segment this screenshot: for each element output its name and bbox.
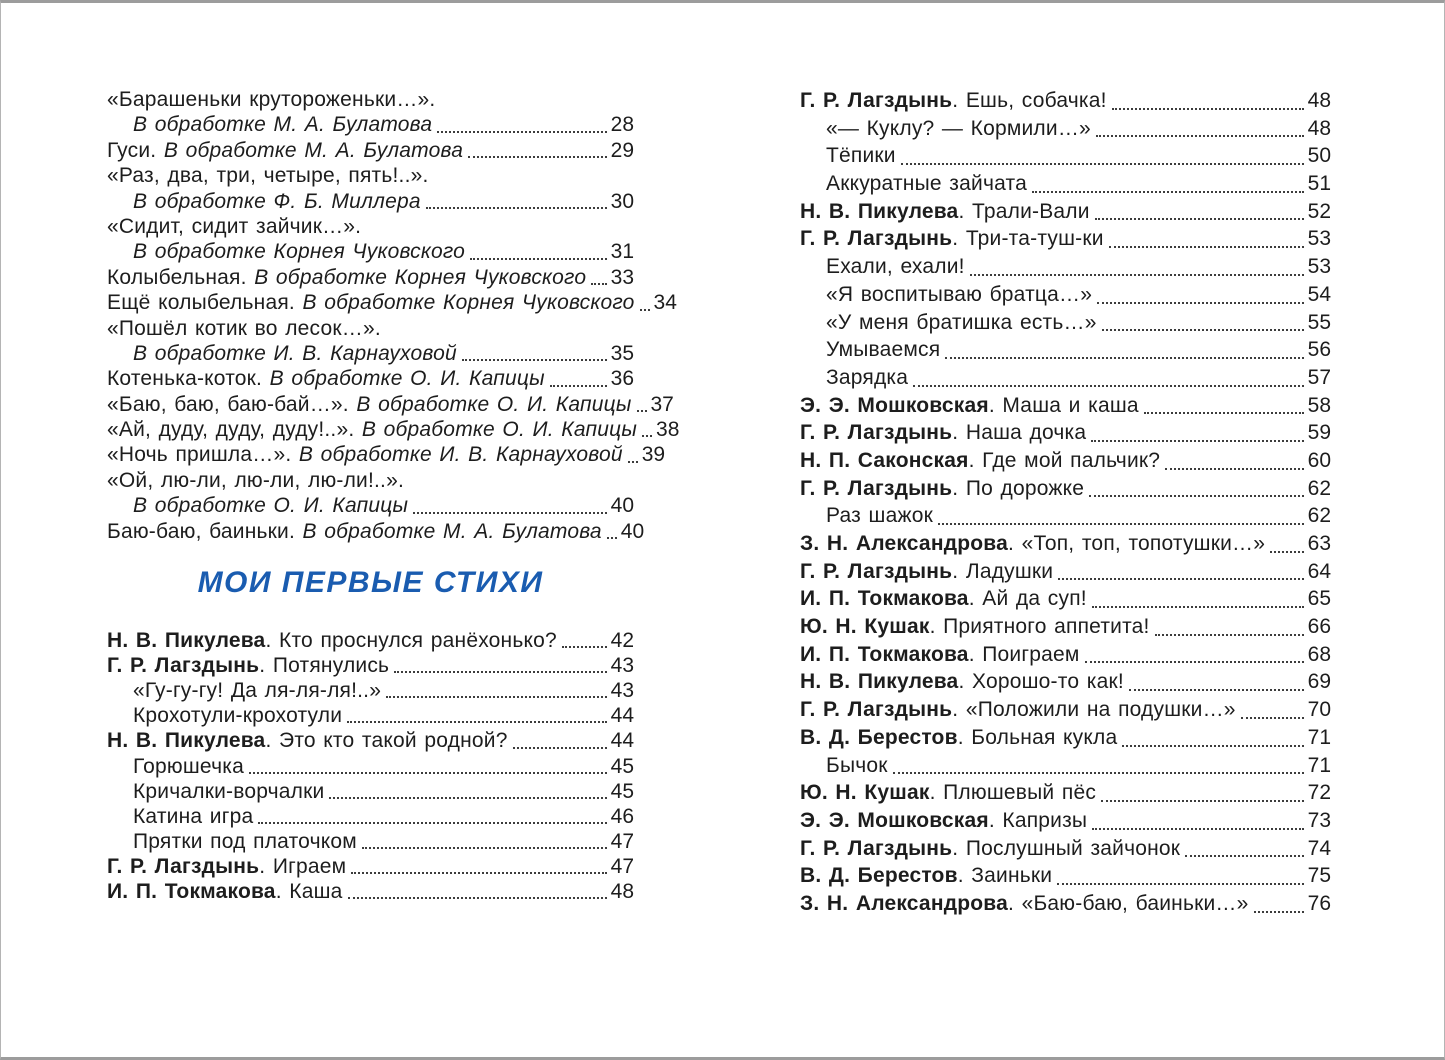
entry-text: «Ночь пришла…». (107, 443, 299, 467)
dot-leader (1032, 191, 1304, 193)
entry-text: Ю. Н. Кушак (800, 781, 930, 805)
entry-text: . Каша (275, 879, 343, 903)
toc-entry (800, 225, 1331, 253)
toc-entry (800, 447, 1331, 475)
toc-entry (800, 668, 1331, 696)
page-number: 40 (620, 519, 645, 543)
toc-entry (107, 341, 634, 366)
entry-text: Аккуратные зайчата (826, 172, 1027, 196)
page-number: 55 (1307, 310, 1331, 334)
entry-text: . «Топ, топ, топотушки…» (1008, 532, 1266, 555)
page-number: 34 (653, 291, 677, 315)
dot-leader (970, 274, 1304, 276)
toc-entry (800, 198, 1331, 226)
dot-leader (628, 461, 638, 463)
entry-text: В обработке Корнея Чуковского (302, 291, 635, 315)
toc-entry (107, 678, 634, 703)
toc-entry (107, 87, 634, 112)
dot-leader (462, 359, 607, 361)
page-number: 58 (1307, 393, 1331, 417)
page-number: 66 (1307, 615, 1331, 639)
dot-leader (1109, 246, 1304, 248)
entry-text: Раз шажок (826, 504, 933, 528)
entry-text: Горюшечка (133, 754, 244, 778)
entry-text: . Послушный зайчонок (952, 836, 1181, 860)
dot-leader (1129, 689, 1304, 691)
entry-text: Г. Р. Лагздынь (800, 89, 953, 112)
toc-entry (107, 189, 634, 214)
toc-entry (107, 392, 674, 417)
entry-text: В обработке М. А. Булатова (163, 138, 464, 162)
page-number: 44 (610, 729, 634, 753)
entry-text: Г. Р. Лагздынь (800, 559, 953, 583)
page-number: 39 (641, 443, 666, 467)
toc-entry (107, 290, 677, 315)
dot-leader (1102, 329, 1304, 331)
entry-text: В обработке Корнея Чуковского (133, 240, 466, 264)
toc-entry (107, 417, 680, 442)
toc-entry (800, 392, 1331, 420)
page-number: 47 (610, 854, 634, 878)
toc-entry (800, 87, 1331, 115)
dot-leader (550, 385, 607, 387)
entry-text: Г. Р. Лагздынь (800, 476, 953, 500)
toc-entry (800, 890, 1331, 918)
page-number: 50 (1307, 144, 1331, 168)
entry-text: . «Положили на подушки…» (952, 698, 1236, 722)
dot-leader (1101, 800, 1304, 802)
toc-section-folk-rhymes (107, 87, 680, 544)
entry-text: Г. Р. Лагздынь (800, 227, 953, 251)
entry-text: . «Баю-баю, баиньки…» (1008, 891, 1249, 915)
toc-entry (107, 804, 634, 829)
toc-entry (107, 366, 634, 391)
entry-text: Гуси. (107, 138, 164, 162)
entry-text: Г. Р. Лагздынь (800, 836, 953, 860)
toc-entry (107, 854, 634, 879)
toc-entry (107, 628, 634, 653)
toc-entry (107, 653, 634, 678)
entry-text: . Три-та-туш-ки (952, 227, 1104, 251)
toc-entry (107, 112, 634, 137)
page-number: 53 (1307, 255, 1331, 279)
page-number: 45 (610, 779, 634, 803)
entry-text: «Сидит, сидит зайчик…». (107, 214, 362, 238)
toc-entry (800, 281, 1331, 309)
dot-leader (1089, 495, 1303, 497)
entry-text: Г. Р. Лагздынь (107, 654, 260, 678)
entry-text: И. П. Токмакова (107, 879, 276, 903)
page-number: 70 (1307, 698, 1331, 722)
page-number: 76 (1307, 891, 1331, 915)
toc-entry (800, 253, 1331, 281)
entry-text: Кричалки-ворчалки (133, 779, 325, 803)
entry-text: Ещё колыбельная. (107, 291, 303, 315)
entry-text: Э. Э. Мошковская (800, 393, 989, 417)
page-number: 60 (1307, 448, 1331, 472)
dot-leader (249, 772, 607, 774)
page-number: 59 (1307, 421, 1331, 445)
page-number: 33 (610, 265, 634, 289)
toc-section-my-first-poems-right (800, 87, 1331, 918)
entry-text: . Ешь, собачка! (952, 89, 1107, 112)
entry-text: И. П. Токмакова (800, 642, 969, 666)
dot-leader (513, 747, 607, 749)
entry-text: Катина игра (133, 804, 254, 828)
toc-entry (800, 142, 1331, 170)
dot-leader (562, 646, 607, 648)
dot-leader (913, 385, 1303, 387)
toc-entry (800, 558, 1331, 586)
entry-text: В обработке И. В. Карнауховой (133, 341, 457, 365)
entry-text: . Трали-Вали (958, 199, 1090, 223)
entry-text: «Баю, баю, баю-бай…». (107, 392, 357, 416)
dot-leader (468, 156, 607, 158)
entry-text: «У меня братишка есть…» (826, 310, 1097, 334)
entry-text: Зарядка (826, 365, 909, 389)
entry-text: Тёпики (826, 144, 896, 168)
page-number: 45 (610, 754, 634, 778)
page-number: 54 (1307, 282, 1331, 306)
toc-entry (107, 265, 634, 290)
dot-leader (329, 797, 606, 799)
entry-text: . Заиньки (957, 864, 1053, 888)
dot-leader (642, 435, 652, 437)
page-number: 65 (1307, 587, 1331, 611)
page-number: 57 (1307, 365, 1331, 389)
entry-text: Котенька-коток. (107, 367, 270, 391)
page-number: 62 (1307, 504, 1331, 528)
entry-text: В. Д. Берестов (800, 725, 958, 749)
dot-leader (1112, 108, 1304, 110)
toc-entry (800, 641, 1331, 669)
page-number: 74 (1307, 836, 1331, 860)
entry-text: Н. В. Пикулева (107, 629, 266, 653)
page-number: 37 (650, 392, 674, 416)
dot-leader (348, 897, 607, 899)
page-number: 48 (1307, 89, 1331, 112)
dot-leader (1091, 440, 1303, 442)
entry-text: В обработке О. И. Капицы (269, 367, 545, 391)
dot-leader (394, 671, 606, 673)
entry-text: Г. Р. Лагздынь (800, 698, 953, 722)
entry-text: . Хорошо-то как! (958, 670, 1124, 694)
page-number: 68 (1307, 642, 1331, 666)
page-number: 48 (610, 879, 634, 903)
dot-leader (437, 131, 606, 133)
entry-text: Крохотули-крохотули (133, 704, 343, 728)
toc-entry (800, 779, 1331, 807)
page-number: 29 (610, 138, 634, 162)
entry-text: «Я воспитываю братца…» (826, 282, 1093, 306)
entry-text: Н. П. Саконская (800, 448, 969, 472)
toc-entry (800, 419, 1331, 447)
dot-leader (1095, 218, 1304, 220)
page-number: 72 (1307, 781, 1331, 805)
entry-text: . Играем (259, 854, 347, 878)
toc-column-right (800, 87, 1331, 918)
entry-text: . По дорожке (952, 476, 1085, 500)
dot-leader (1185, 855, 1303, 857)
page-number: 51 (1307, 172, 1331, 196)
toc-entry (800, 336, 1331, 364)
entry-text: . Плюшевый пёс (929, 781, 1097, 805)
entry-text: . Маша и каша (988, 393, 1139, 417)
page-number: 35 (610, 341, 634, 365)
page-number: 46 (610, 804, 634, 828)
page-number: 38 (656, 418, 680, 442)
toc-entry (800, 115, 1331, 143)
entry-text: В обработке М. А. Булатова (302, 519, 602, 543)
entry-text: Колыбельная. (107, 265, 255, 289)
page-number: 36 (610, 367, 634, 391)
entry-text: Н. В. Пикулева (107, 729, 266, 753)
toc-entry (107, 879, 634, 904)
toc-entry (800, 364, 1331, 392)
page-number: 53 (1307, 227, 1331, 251)
dot-leader (1254, 911, 1304, 913)
entry-text: . Потянулись (259, 654, 390, 678)
entry-text: Н. В. Пикулева (800, 670, 959, 694)
dot-leader (470, 258, 607, 260)
page-number: 73 (1307, 808, 1331, 832)
toc-entry (800, 724, 1331, 752)
page-number: 44 (610, 704, 634, 728)
page-number: 56 (1307, 338, 1331, 362)
toc-entry (800, 585, 1331, 613)
entry-text: Баю-баю, баиньки. (107, 519, 303, 543)
page-number: 28 (610, 113, 634, 137)
page-number: 47 (610, 829, 634, 853)
dot-leader (945, 357, 1303, 359)
entry-text: «Раз, два, три, четыре, пять!..». (107, 164, 429, 188)
dot-leader (1058, 578, 1303, 580)
dot-leader (426, 207, 607, 209)
entry-text: В обработке И. В. Карнауховой (298, 443, 623, 467)
entry-text: «Барашеньки крутороженьки…». (107, 88, 436, 111)
toc-entry (800, 530, 1331, 558)
dot-leader (1155, 634, 1304, 636)
dot-leader (591, 283, 606, 285)
dot-leader (1092, 606, 1304, 608)
entry-text: З. Н. Александрова (800, 891, 1008, 915)
entry-text: . Капризы (988, 808, 1088, 832)
page-number: 43 (610, 679, 634, 703)
dot-leader (640, 309, 650, 311)
page-number: 71 (1307, 753, 1331, 777)
dot-leader (1097, 302, 1304, 304)
page-number: 63 (1307, 532, 1331, 555)
entry-text: Умываемся (826, 338, 941, 362)
dot-leader (347, 721, 606, 723)
dot-leader (1092, 828, 1303, 830)
dot-leader (1057, 883, 1303, 885)
entry-text: «Пошёл котик во лесок…». (107, 316, 381, 340)
toc-entry (107, 163, 634, 188)
toc-entry (800, 309, 1331, 337)
entry-text: . Кто проснулся ранёхонько? (265, 629, 557, 653)
toc-entry (107, 779, 634, 804)
toc-entry (800, 475, 1331, 503)
entry-text: В. Д. Берестов (800, 864, 958, 888)
page-number: 75 (1307, 864, 1331, 888)
page-number: 64 (1307, 559, 1331, 583)
toc-entry (107, 829, 634, 854)
entry-text: «Ай, дуду, дуду, дуду!..». (107, 418, 362, 442)
dot-leader (938, 523, 1304, 525)
toc-entry (107, 316, 634, 341)
toc-entry (800, 170, 1331, 198)
entry-text: В обработке Ф. Б. Миллера (133, 189, 421, 213)
toc-entry (800, 613, 1331, 641)
entry-text: Ю. Н. Кушак (800, 615, 930, 639)
page-number: 42 (610, 629, 634, 653)
toc-entry (107, 703, 634, 728)
toc-entry (800, 696, 1331, 724)
entry-text: . Ай да суп! (968, 587, 1087, 611)
entry-text: . Ладушки (952, 559, 1054, 583)
dot-leader (637, 410, 647, 412)
dot-leader (901, 163, 1304, 165)
entry-text: . Это кто такой родной? (265, 729, 508, 753)
toc-entry (107, 754, 634, 779)
entry-text: Прятки под платочком (133, 829, 357, 853)
toc-section-my-first-poems-left (107, 628, 634, 904)
dot-leader (1270, 551, 1304, 553)
entry-text: . Больная кукла (957, 725, 1118, 749)
toc-column-left (107, 87, 680, 904)
page-number: 52 (1307, 199, 1331, 223)
entry-text: Г. Р. Лагздынь (107, 854, 260, 878)
dot-leader (1085, 661, 1304, 663)
dot-leader (1165, 468, 1303, 470)
page-number: 71 (1307, 725, 1331, 749)
entry-text: . Поиграем (968, 642, 1080, 666)
toc-entry (107, 468, 634, 493)
entry-text: Э. Э. Мошковская (800, 808, 989, 832)
toc-entry (107, 239, 634, 264)
dot-leader (1144, 412, 1304, 414)
entry-text: Г. Р. Лагздынь (800, 421, 953, 445)
entry-text: В обработке М. А. Булатова (133, 113, 433, 137)
page-number: 48 (1307, 116, 1331, 140)
toc-entry (800, 752, 1331, 780)
entry-text: Бычок (826, 753, 888, 777)
toc-entry (107, 519, 645, 544)
dot-leader (386, 696, 607, 698)
dot-leader (413, 512, 607, 514)
dot-leader (1122, 745, 1303, 747)
entry-text: . Где мой пальчик? (968, 448, 1161, 472)
dot-leader (893, 772, 1304, 774)
section-heading: МОИ ПЕРВЫЕ СТИХИ (197, 566, 544, 600)
page-number: 40 (610, 494, 634, 518)
toc-entry (107, 728, 634, 753)
toc-entry (107, 442, 666, 467)
toc-entry (800, 807, 1331, 835)
entry-text: И. П. Токмакова (800, 587, 969, 611)
dot-leader (1241, 717, 1304, 719)
page-number: 62 (1307, 476, 1331, 500)
page-number: 30 (610, 189, 634, 213)
entry-text: Ехали, ехали! (826, 255, 965, 279)
toc-entry (800, 862, 1331, 890)
entry-text: «— Куклу? — Кормили…» (826, 116, 1091, 140)
dot-leader (1096, 135, 1304, 137)
toc-entry (107, 138, 634, 163)
entry-text: В обработке О. И. Капицы (361, 418, 638, 442)
page-number: 69 (1307, 670, 1331, 694)
toc-entry (107, 493, 634, 518)
entry-text: В обработке Корнея Чуковского (254, 265, 587, 289)
page-number: 31 (610, 240, 634, 264)
entry-text: В обработке О. И. Капицы (356, 392, 632, 416)
page-number: 43 (610, 654, 634, 678)
dot-leader (258, 822, 606, 824)
toc-entry (800, 835, 1331, 863)
entry-text: З. Н. Александрова (800, 532, 1008, 555)
toc-entry (800, 502, 1331, 530)
entry-text: «Гу-гу-гу! Да ля-ля-ля!..» (133, 679, 382, 703)
entry-text: «Ой, лю-ли, лю-ли, лю-ли!..». (107, 468, 405, 492)
toc-entry (107, 214, 634, 239)
dot-leader (362, 847, 607, 849)
entry-text: . Наша дочка (952, 421, 1087, 445)
dot-leader (607, 537, 617, 539)
dot-leader (351, 872, 606, 874)
entry-text: . Приятного аппетита! (929, 615, 1150, 639)
entry-text: Н. В. Пикулева (800, 199, 959, 223)
entry-text: В обработке О. И. Капицы (133, 494, 409, 518)
